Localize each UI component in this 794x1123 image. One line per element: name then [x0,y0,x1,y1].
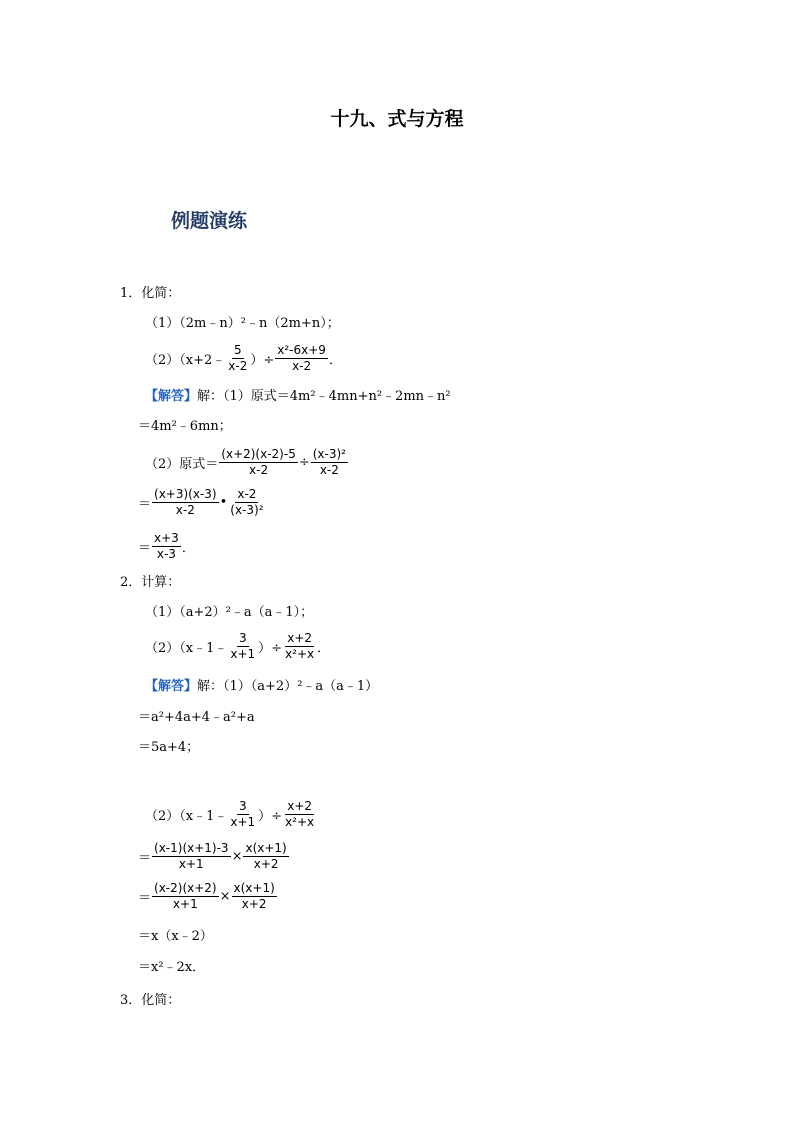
fraction: $\frac{x+2}{\text{x²+x}}$ [285,798,315,829]
problem-2-q1: （1）（a+2）²﹣a（a﹣1）； [145,604,314,620]
fraction: $\frac{(x-1)(x+1)-3}{x+1}$ [154,840,229,871]
problem-1-q1: （1）（2m﹣n）²﹣n（2m+n）； [145,315,340,331]
problem-1-answer-2-step3: ＝ $\frac{x+3}{x-3}$ ． [138,530,195,561]
answer-tag: 【解答】 [145,678,198,694]
problem-2-answer-1: 【解答】 解：（1）（a+2）²﹣a（a﹣1） [145,670,378,698]
problem-2-answer-2-step3: ＝ $\frac{(x-2)(x+2)}{x+1}$ × $\frac{x(x+1)}{x+2}$ [138,880,275,911]
problem-1-answer-1-step: ＝4m²﹣6mn； [138,418,232,434]
fraction: $\frac{\text{x²-6x+9}}{x-2}$ [277,342,326,373]
fraction: $\frac{x+3}{x-3}$ [154,530,179,561]
problem-1-label: 1．化简： [120,285,181,301]
problem-2-answer-2-step5: ＝x²﹣2x． [138,959,206,975]
fraction: $\frac{x(x+1)}{x+2}$ [233,880,275,911]
section-heading: 例题演练 [171,210,248,232]
problem-2-answer-1-step3: ＝5a+4； [138,739,200,755]
fraction: $\frac{5}{x-2}$ [228,342,248,373]
problem-1-answer-2: （2）原式＝ $\frac{(x+2)(x-2)-5}{x-2}$ ÷ $\frac{\text{(x-3)²}}{x-2}$ [145,446,346,477]
problem-2-answer-1-step2: ＝a²+4a+4﹣a²+a [138,709,255,725]
fraction: $\frac{\text{(x-3)²}}{x-2}$ [312,446,346,477]
fraction: $\frac{x+2}{\text{x²+x}}$ [285,630,315,661]
fraction: $\frac{3}{x+1}$ [230,630,256,661]
page-title: 十九、式与方程 [330,108,464,130]
problem-2-q2: （2）（x﹣1﹣ $\frac{3}{x+1}$ ）÷ $\frac{x+2}{\text{x²+x}}$ ． [145,630,331,661]
fraction: $\frac{x-2}{\text{(x-3)²}}$ [230,486,264,517]
fraction: $\frac{(x-2)(x+2)}{x+1}$ [154,880,217,911]
problem-2-answer-2-step2: ＝ $\frac{(x-1)(x+1)-3}{x+1}$ × $\frac{x(x+1)}{x+2}$ [138,840,287,871]
fraction: $\frac{3}{x+1}$ [230,798,256,829]
problem-2-label: 2．计算： [120,574,181,590]
fraction: $\frac{x(x+1)}{x+2}$ [245,840,287,871]
answer-tag: 【解答】 [145,388,198,404]
problem-1-q2: （2）（x+2﹣ $\frac{5}{x-2}$ ）÷ $\frac{\text{x²-6x+9}}{x-2}$ ． [145,342,342,373]
problem-2-answer-2: （2）（x﹣1﹣ $\frac{3}{x+1}$ ）÷ $\frac{x+2}{\text{x²+x}}$ [145,798,315,829]
fraction: $\frac{(x+2)(x-2)-5}{x-2}$ [221,446,296,477]
fraction: $\frac{(x+3)(x-3)}{x-2}$ [154,486,217,517]
problem-2-answer-2-step4: ＝x（x﹣2） [138,928,213,944]
problem-1-answer-2-step2: ＝ $\frac{(x+3)(x-3)}{x-2}$ • $\frac{x-2}{\text{(x-3)²}}$ [138,486,264,517]
problem-1-answer-1: 【解答】 解：（1）原式＝4m²﹣4mn+n²﹣2mn﹣n² [145,380,451,408]
problem-3-label: 3．化简： [120,992,181,1008]
